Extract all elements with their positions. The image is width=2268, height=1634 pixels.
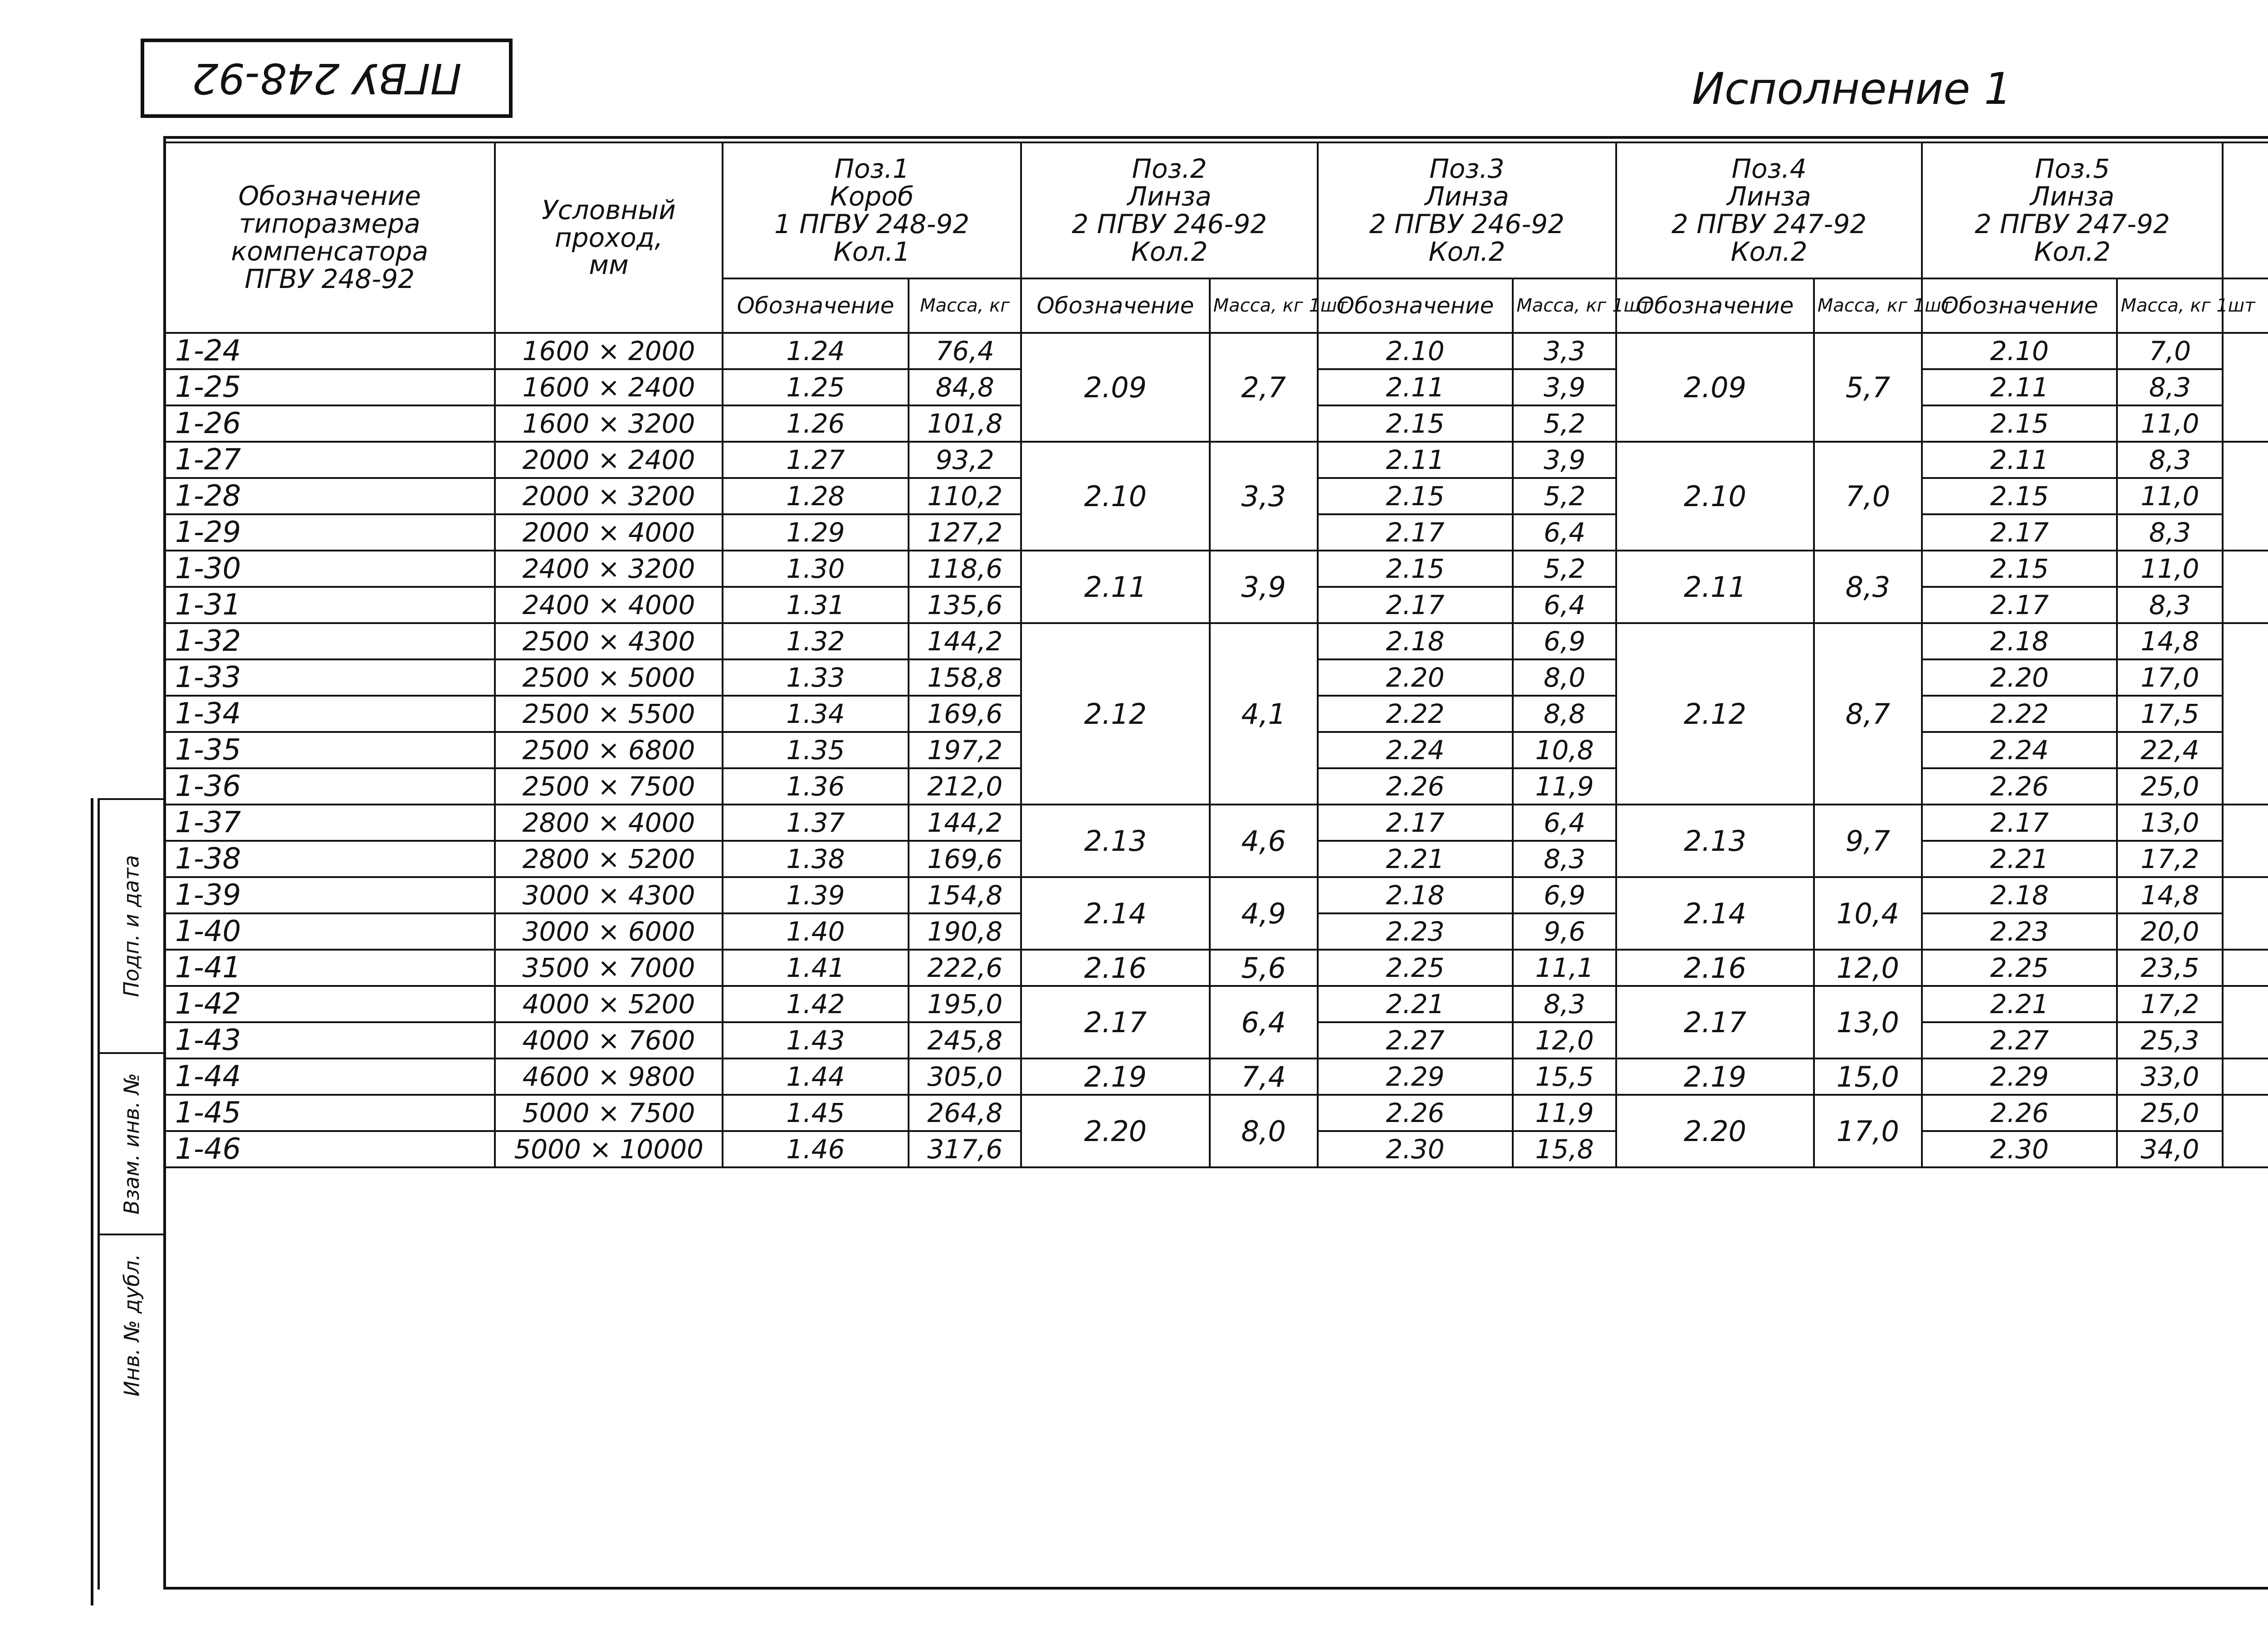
pos2-designation-cell: 2.16 bbox=[1021, 950, 1209, 986]
pos3-mass-cell: 3,3 bbox=[1513, 333, 1616, 369]
sub-mass: Масса, кг 1шт bbox=[2117, 278, 2223, 333]
pos4-mass-cell: 12,0 bbox=[1814, 950, 1922, 986]
pos4-mass-cell: 15,0 bbox=[1814, 1058, 1922, 1095]
pos2-mass-cell: 7,4 bbox=[1210, 1058, 1318, 1095]
designation-cell: 1-34 bbox=[164, 696, 495, 732]
pos2-mass-cell: 2,7 bbox=[1210, 333, 1318, 442]
col-pos6 bbox=[2223, 142, 2268, 278]
pos1-mass-cell: 222,6 bbox=[909, 950, 1021, 986]
pos5-mass-cell: 8,3 bbox=[2117, 587, 2223, 623]
pos5-designation-cell: 2.11 bbox=[1922, 369, 2117, 405]
pos5-mass-cell: 17,2 bbox=[2117, 986, 2223, 1022]
pos5-designation-cell: 2.26 bbox=[1922, 768, 2117, 805]
pos1-mass-cell: 317,6 bbox=[909, 1131, 1021, 1167]
pos5-designation-cell: 2.23 bbox=[1922, 913, 2117, 950]
nominal-size-cell: 2500 × 5000 bbox=[495, 659, 722, 696]
pos5-designation-cell: 2.17 bbox=[1922, 587, 2117, 623]
designation-cell: 1-33 bbox=[164, 659, 495, 696]
pos2-mass-cell: 8,0 bbox=[1210, 1095, 1318, 1167]
nominal-size-cell: 3000 × 4300 bbox=[495, 877, 722, 913]
pos5-designation-cell: 2.10 bbox=[1922, 333, 2117, 369]
nominal-size-cell: 1600 × 2000 bbox=[495, 333, 722, 369]
pos5-designation-cell: 2.21 bbox=[1922, 986, 2117, 1022]
pos6-width-cell bbox=[2223, 442, 2268, 551]
pos1-mass-cell: 110,2 bbox=[909, 478, 1021, 514]
pos1-designation-cell: 1.26 bbox=[723, 405, 909, 442]
pos2-designation-cell: 2.10 bbox=[1021, 442, 1209, 551]
designation-cell: 1-31 bbox=[164, 587, 495, 623]
pos2-designation-cell: 2.20 bbox=[1021, 1095, 1209, 1167]
pos3-mass-cell: 11,9 bbox=[1513, 768, 1616, 805]
pos5-designation-cell: 2.15 bbox=[1922, 478, 2117, 514]
pos4-mass-cell: 8,7 bbox=[1814, 623, 1922, 805]
pos3-mass-cell: 8,0 bbox=[1513, 659, 1616, 696]
pos5-mass-cell: 11,0 bbox=[2117, 551, 2223, 587]
pos3-mass-cell: 5,2 bbox=[1513, 405, 1616, 442]
pos4-designation-cell: 2.13 bbox=[1616, 805, 1814, 877]
pos3-designation-cell: 2.18 bbox=[1318, 877, 1513, 913]
pos4-mass-cell: 17,0 bbox=[1814, 1095, 1922, 1167]
table-row bbox=[164, 1095, 2268, 1131]
pos3-designation-cell: 2.24 bbox=[1318, 732, 1513, 768]
pos5-mass-cell: 8,3 bbox=[2117, 514, 2223, 551]
pos5-mass-cell: 17,0 bbox=[2117, 659, 2223, 696]
pos1-designation-cell: 1.25 bbox=[723, 369, 909, 405]
pos3-designation-cell: 2.11 bbox=[1318, 369, 1513, 405]
pos1-mass-cell: 158,8 bbox=[909, 659, 1021, 696]
pos1-designation-cell: 1.41 bbox=[723, 950, 909, 986]
pos1-mass-cell: 169,6 bbox=[909, 696, 1021, 732]
table-row bbox=[164, 1058, 2268, 1095]
pos5-mass-cell: 13,0 bbox=[2117, 805, 2223, 841]
designation-cell: 1-29 bbox=[164, 514, 495, 551]
pos2-designation-cell: 2.09 bbox=[1021, 333, 1209, 442]
side-label: Подп. и дата bbox=[119, 855, 144, 997]
side-label: Взам. инв. № bbox=[119, 1073, 144, 1215]
pos2-mass-cell: 3,9 bbox=[1210, 551, 1318, 623]
pos5-designation-cell: 2.30 bbox=[1922, 1131, 2117, 1167]
table-row bbox=[164, 442, 2268, 478]
pos4-designation-cell: 2.16 bbox=[1616, 950, 1814, 986]
nominal-size-cell: 2000 × 3200 bbox=[495, 478, 722, 514]
sub-mass: Масса, кг 1шт bbox=[1513, 278, 1616, 333]
pos4-designation-cell: 2.20 bbox=[1616, 1095, 1814, 1167]
pos5-designation-cell: 2.26 bbox=[1922, 1095, 2117, 1131]
pos3-designation-cell: 2.17 bbox=[1318, 587, 1513, 623]
table-row bbox=[164, 551, 2268, 587]
pos1-mass-cell: 197,2 bbox=[909, 732, 1021, 768]
designation-cell: 1-36 bbox=[164, 768, 495, 805]
pos1-designation-cell: 1.38 bbox=[723, 841, 909, 877]
pos5-designation-cell: 2.27 bbox=[1922, 1022, 2117, 1058]
pos3-mass-cell: 6,4 bbox=[1513, 587, 1616, 623]
pos5-designation-cell: 2.25 bbox=[1922, 950, 2117, 986]
pos4-mass-cell: 9,7 bbox=[1814, 805, 1922, 877]
pos1-mass-cell: 305,0 bbox=[909, 1058, 1021, 1095]
pos5-mass-cell: 11,0 bbox=[2117, 405, 2223, 442]
col-pos4: Поз.4 Линза 2 ПГВУ 247-92 Кол.2 bbox=[1616, 142, 1922, 278]
pos3-mass-cell: 8,8 bbox=[1513, 696, 1616, 732]
pos2-mass-cell: 4,6 bbox=[1210, 805, 1318, 877]
pos5-designation-cell: 2.22 bbox=[1922, 696, 2117, 732]
pos6-width-cell bbox=[2223, 1095, 2268, 1167]
nominal-size-cell: 4600 × 9800 bbox=[495, 1058, 722, 1095]
pos5-designation-cell: 2.11 bbox=[1922, 442, 2117, 478]
sub-mass: Масса, кг 1шт bbox=[1210, 278, 1318, 333]
pos6-width-cell bbox=[2223, 333, 2268, 442]
pos1-mass-cell: 84,8 bbox=[909, 369, 1021, 405]
pos3-mass-cell: 11,9 bbox=[1513, 1095, 1616, 1131]
pos1-designation-cell: 1.27 bbox=[723, 442, 909, 478]
pos3-designation-cell: 2.29 bbox=[1318, 1058, 1513, 1095]
pos6-title bbox=[2226, 157, 2268, 185]
pos5-mass-cell: 23,5 bbox=[2117, 950, 2223, 986]
pos3-mass-cell: 6,9 bbox=[1513, 877, 1616, 913]
pos5-designation-cell: 2.18 bbox=[1922, 623, 2117, 659]
pos5-mass-cell: 14,8 bbox=[2117, 623, 2223, 659]
pos1-mass-cell: 144,2 bbox=[909, 805, 1021, 841]
pos3-designation-cell: 2.17 bbox=[1318, 514, 1513, 551]
nominal-size-cell: 4000 × 5200 bbox=[495, 986, 722, 1022]
pos3-mass-cell: 8,3 bbox=[1513, 986, 1616, 1022]
nominal-size-cell: 1600 × 3200 bbox=[495, 405, 722, 442]
pos3-designation-cell: 2.15 bbox=[1318, 405, 1513, 442]
nominal-size-cell: 2000 × 2400 bbox=[495, 442, 722, 478]
pos5-mass-cell: 20,0 bbox=[2117, 913, 2223, 950]
pos1-mass-cell: 93,2 bbox=[909, 442, 1021, 478]
pos5-mass-cell: 17,5 bbox=[2117, 696, 2223, 732]
pos2-mass-cell: 4,9 bbox=[1210, 877, 1318, 950]
pos4-mass-cell: 10,4 bbox=[1814, 877, 1922, 950]
pos1-designation-cell: 1.43 bbox=[723, 1022, 909, 1058]
pos5-mass-cell: 22,4 bbox=[2117, 732, 2223, 768]
pos6-width-cell bbox=[2223, 1058, 2268, 1095]
pos5-mass-cell: 8,3 bbox=[2117, 442, 2223, 478]
pos3-designation-cell: 2.25 bbox=[1318, 950, 1513, 986]
pos5-designation-cell: 2.21 bbox=[1922, 841, 2117, 877]
pos3-designation-cell: 2.23 bbox=[1318, 913, 1513, 950]
pos1-mass-cell: 169,6 bbox=[909, 841, 1021, 877]
pos3-mass-cell: 6,4 bbox=[1513, 805, 1616, 841]
designation-cell: 1-28 bbox=[164, 478, 495, 514]
pos5-mass-cell: 14,8 bbox=[2117, 877, 2223, 913]
pos5-designation-cell: 2.20 bbox=[1922, 659, 2117, 696]
designation-cell: 1-37 bbox=[164, 805, 495, 841]
designation-cell: 1-32 bbox=[164, 623, 495, 659]
pos1-mass-cell: 190,8 bbox=[909, 913, 1021, 950]
nominal-size-cell: 1600 × 2400 bbox=[495, 369, 722, 405]
nominal-size-cell: 2500 × 5500 bbox=[495, 696, 722, 732]
pos2-designation-cell: 2.13 bbox=[1021, 805, 1209, 877]
col-nominal: Условный проход, мм bbox=[495, 142, 722, 333]
pos3-mass-cell: 3,9 bbox=[1513, 442, 1616, 478]
pos3-designation-cell: 2.17 bbox=[1318, 805, 1513, 841]
pos6-width-cell bbox=[2223, 950, 2268, 986]
pos1-mass-cell: 101,8 bbox=[909, 405, 1021, 442]
nominal-size-cell: 5000 × 10000 bbox=[495, 1131, 722, 1167]
col-pos5: Поз.5 Линза 2 ПГВУ 247-92 Кол.2 bbox=[1922, 142, 2223, 278]
pos5-designation-cell: 2.29 bbox=[1922, 1058, 2117, 1095]
pos2-mass-cell: 4,1 bbox=[1210, 623, 1318, 805]
pos6-width-cell bbox=[2223, 551, 2268, 623]
pos6-width-cell bbox=[2223, 986, 2268, 1058]
side-strip bbox=[98, 798, 163, 1590]
pos5-mass-cell: 25,0 bbox=[2117, 1095, 2223, 1131]
pos3-mass-cell: 6,9 bbox=[1513, 623, 1616, 659]
pos1-mass-cell: 212,0 bbox=[909, 768, 1021, 805]
side-cell-sign bbox=[100, 798, 163, 1052]
side-cell-dup bbox=[100, 1234, 163, 1415]
pos1-designation-cell: 1.34 bbox=[723, 696, 909, 732]
pos3-designation-cell: 2.18 bbox=[1318, 623, 1513, 659]
pos3-mass-cell: 12,0 bbox=[1513, 1022, 1616, 1058]
pos5-designation-cell: 2.17 bbox=[1922, 805, 2117, 841]
designation-cell: 1-38 bbox=[164, 841, 495, 877]
nominal-size-cell: 2500 × 6800 bbox=[495, 732, 722, 768]
designation-cell: 1-26 bbox=[164, 405, 495, 442]
pos1-designation-cell: 1.40 bbox=[723, 913, 909, 950]
nominal-size-cell: 5000 × 7500 bbox=[495, 1095, 722, 1131]
designation-cell: 1-40 bbox=[164, 913, 495, 950]
pos3-designation-cell: 2.21 bbox=[1318, 841, 1513, 877]
pos5-mass-cell: 25,0 bbox=[2117, 768, 2223, 805]
nominal-size-cell: 3500 × 7000 bbox=[495, 950, 722, 986]
pos5-mass-cell: 8,3 bbox=[2117, 369, 2223, 405]
pos5-designation-cell: 2.15 bbox=[1922, 551, 2117, 587]
pos3-mass-cell: 5,2 bbox=[1513, 551, 1616, 587]
nominal-size-cell: 2400 × 4000 bbox=[495, 587, 722, 623]
page-title: Исполнение 1 bbox=[1692, 63, 2012, 114]
pos1-mass-cell: 245,8 bbox=[909, 1022, 1021, 1058]
table-row bbox=[164, 950, 2268, 986]
pos3-designation-cell: 2.15 bbox=[1318, 478, 1513, 514]
pos5-mass-cell: 25,3 bbox=[2117, 1022, 2223, 1058]
table-row bbox=[164, 805, 2268, 841]
pos5-designation-cell: 2.18 bbox=[1922, 877, 2117, 913]
sub-desig: Обозначение bbox=[1616, 278, 1814, 333]
designation-cell: 1-35 bbox=[164, 732, 495, 768]
designation-cell: 1-42 bbox=[164, 986, 495, 1022]
pos6-width-cell bbox=[2223, 877, 2268, 950]
pos3-mass-cell: 15,5 bbox=[1513, 1058, 1616, 1095]
spec-table bbox=[163, 141, 2268, 1168]
pos4-designation-cell: 2.09 bbox=[1616, 333, 1814, 442]
pos1-mass-cell: 76,4 bbox=[909, 333, 1021, 369]
designation-cell: 1-45 bbox=[164, 1095, 495, 1131]
pos3-designation-cell: 2.11 bbox=[1318, 442, 1513, 478]
pos2-mass-cell: 5,6 bbox=[1210, 950, 1318, 986]
pos4-mass-cell: 5,7 bbox=[1814, 333, 1922, 442]
pos1-designation-cell: 1.44 bbox=[723, 1058, 909, 1095]
designation-cell: 1-25 bbox=[164, 369, 495, 405]
pos1-designation-cell: 1.46 bbox=[723, 1131, 909, 1167]
pos3-designation-cell: 2.30 bbox=[1318, 1131, 1513, 1167]
designation-cell: 1-24 bbox=[164, 333, 495, 369]
pos1-designation-cell: 1.35 bbox=[723, 732, 909, 768]
designation-cell: 1-30 bbox=[164, 551, 495, 587]
nominal-size-cell: 2000 × 4000 bbox=[495, 514, 722, 551]
pos1-designation-cell: 1.42 bbox=[723, 986, 909, 1022]
pos5-mass-cell: 7,0 bbox=[2117, 333, 2223, 369]
pos1-designation-cell: 1.45 bbox=[723, 1095, 909, 1131]
pos4-designation-cell: 2.10 bbox=[1616, 442, 1814, 551]
table-row bbox=[164, 986, 2268, 1022]
pos3-mass-cell: 10,8 bbox=[1513, 732, 1616, 768]
pos3-designation-cell: 2.20 bbox=[1318, 659, 1513, 696]
pos2-designation-cell: 2.11 bbox=[1021, 551, 1209, 623]
col-pos1: Поз.1 Короб 1 ПГВУ 248-92 Кол.1 bbox=[723, 142, 1021, 278]
stamp-text: ПГВУ 248-92 bbox=[191, 54, 462, 102]
pos5-mass-cell: 34,0 bbox=[2117, 1131, 2223, 1167]
pos4-mass-cell: 7,0 bbox=[1814, 442, 1922, 551]
pos1-mass-cell: 118,6 bbox=[909, 551, 1021, 587]
pos1-designation-cell: 1.31 bbox=[723, 587, 909, 623]
pos1-designation-cell: 1.28 bbox=[723, 478, 909, 514]
table-row bbox=[164, 877, 2268, 913]
pos1-designation-cell: 1.37 bbox=[723, 805, 909, 841]
pos1-mass-cell: 154,8 bbox=[909, 877, 1021, 913]
pos5-designation-cell: 2.24 bbox=[1922, 732, 2117, 768]
table-row bbox=[164, 333, 2268, 369]
pos1-mass-cell: 144,2 bbox=[909, 623, 1021, 659]
pos1-designation-cell: 1.24 bbox=[723, 333, 909, 369]
pos2-mass-cell: 3,3 bbox=[1210, 442, 1318, 551]
designation-cell: 1-43 bbox=[164, 1022, 495, 1058]
designation-cell: 1-41 bbox=[164, 950, 495, 986]
nominal-size-cell: 3000 × 6000 bbox=[495, 913, 722, 950]
designation-cell: 1-46 bbox=[164, 1131, 495, 1167]
header-row bbox=[164, 142, 2268, 278]
pos3-mass-cell: 6,4 bbox=[1513, 514, 1616, 551]
pos1-mass-cell: 195,0 bbox=[909, 986, 1021, 1022]
pos4-mass-cell: 8,3 bbox=[1814, 551, 1922, 623]
designation-cell: 1-39 bbox=[164, 877, 495, 913]
pos6-std1 bbox=[2226, 202, 2268, 219]
pos2-designation-cell: 2.19 bbox=[1021, 1058, 1209, 1095]
pos3-designation-cell: 2.22 bbox=[1318, 696, 1513, 732]
pos2-designation-cell: 2.17 bbox=[1021, 986, 1209, 1058]
pos1-designation-cell: 1.39 bbox=[723, 877, 909, 913]
designation-cell: 1-44 bbox=[164, 1058, 495, 1095]
pos1-designation-cell: 1.29 bbox=[723, 514, 909, 551]
pos3-mass-cell: 8,3 bbox=[1513, 841, 1616, 877]
nominal-size-cell: 4000 × 7600 bbox=[495, 1022, 722, 1058]
sub-desig: Обозначение bbox=[723, 278, 909, 333]
pos5-mass-cell: 11,0 bbox=[2117, 478, 2223, 514]
side-cell-replace bbox=[100, 1052, 163, 1234]
col-pos3: Поз.3 Линза 2 ПГВУ 246-92 Кол.2 bbox=[1318, 142, 1616, 278]
pos6-std2 bbox=[2226, 219, 2268, 236]
pos4-mass-cell: 13,0 bbox=[1814, 986, 1922, 1058]
document-stamp bbox=[141, 39, 513, 118]
pos5-designation-cell: 2.17 bbox=[1922, 514, 2117, 551]
pos4-designation-cell: 2.11 bbox=[1616, 551, 1814, 623]
pos2-mass-cell: 6,4 bbox=[1210, 986, 1318, 1058]
side-label: Инв. № дубл. bbox=[119, 1254, 144, 1397]
col-designation: Обозначение типоразмера компенсатора ПГВУ 248-92 bbox=[164, 142, 495, 333]
pos3-designation-cell: 2.10 bbox=[1318, 333, 1513, 369]
sub-desig: Обозначение bbox=[1922, 278, 2117, 333]
pos3-mass-cell: 11,1 bbox=[1513, 950, 1616, 986]
pos3-mass-cell: 15,8 bbox=[1513, 1131, 1616, 1167]
pos2-designation-cell: 2.12 bbox=[1021, 623, 1209, 805]
table-body bbox=[164, 333, 2268, 1167]
nominal-size-cell: 2400 × 3200 bbox=[495, 551, 722, 587]
nominal-size-cell: 2500 × 4300 bbox=[495, 623, 722, 659]
pos6-width-cell bbox=[2223, 805, 2268, 877]
pos3-mass-cell: 3,9 bbox=[1513, 369, 1616, 405]
sub-mass: Масса, кг bbox=[909, 278, 1021, 333]
pos1-designation-cell: 1.36 bbox=[723, 768, 909, 805]
pos1-mass-cell: 264,8 bbox=[909, 1095, 1021, 1131]
pos3-designation-cell: 2.27 bbox=[1318, 1022, 1513, 1058]
pos1-designation-cell: 1.32 bbox=[723, 623, 909, 659]
pos1-designation-cell: 1.30 bbox=[723, 551, 909, 587]
nominal-size-cell: 2500 × 7500 bbox=[495, 768, 722, 805]
pos2-designation-cell: 2.14 bbox=[1021, 877, 1209, 950]
pos3-mass-cell: 9,6 bbox=[1513, 913, 1616, 950]
pos6-sheet bbox=[2226, 185, 2268, 202]
nominal-size-cell: 2800 × 5200 bbox=[495, 841, 722, 877]
sub-desig: Обозначение bbox=[1021, 278, 1209, 333]
pos4-designation-cell: 2.19 bbox=[1616, 1058, 1814, 1095]
pos3-designation-cell: 2.26 bbox=[1318, 1095, 1513, 1131]
pos4-designation-cell: 2.17 bbox=[1616, 986, 1814, 1058]
sub-desig: Обозначение bbox=[1318, 278, 1513, 333]
table-row bbox=[164, 623, 2268, 659]
sub-mass: Масса, кг 1шт bbox=[1814, 278, 1922, 333]
pos4-designation-cell: 2.14 bbox=[1616, 877, 1814, 950]
pos5-mass-cell: 17,2 bbox=[2117, 841, 2223, 877]
col-pos2: Поз.2 Линза 2 ПГВУ 246-92 Кол.2 bbox=[1021, 142, 1317, 278]
binding-line bbox=[91, 798, 93, 1605]
nominal-size-cell: 2800 × 4000 bbox=[495, 805, 722, 841]
pos1-mass-cell: 135,6 bbox=[909, 587, 1021, 623]
pos3-designation-cell: 2.15 bbox=[1318, 551, 1513, 587]
pos5-designation-cell: 2.15 bbox=[1922, 405, 2117, 442]
pos3-designation-cell: 2.26 bbox=[1318, 768, 1513, 805]
pos1-designation-cell: 1.33 bbox=[723, 659, 909, 696]
pos4-designation-cell: 2.12 bbox=[1616, 623, 1814, 805]
pos3-designation-cell: 2.21 bbox=[1318, 986, 1513, 1022]
pos1-mass-cell: 127,2 bbox=[909, 514, 1021, 551]
pos3-mass-cell: 5,2 bbox=[1513, 478, 1616, 514]
designation-cell: 1-27 bbox=[164, 442, 495, 478]
pos5-mass-cell: 33,0 bbox=[2117, 1058, 2223, 1095]
pos6-width-cell bbox=[2223, 623, 2268, 805]
